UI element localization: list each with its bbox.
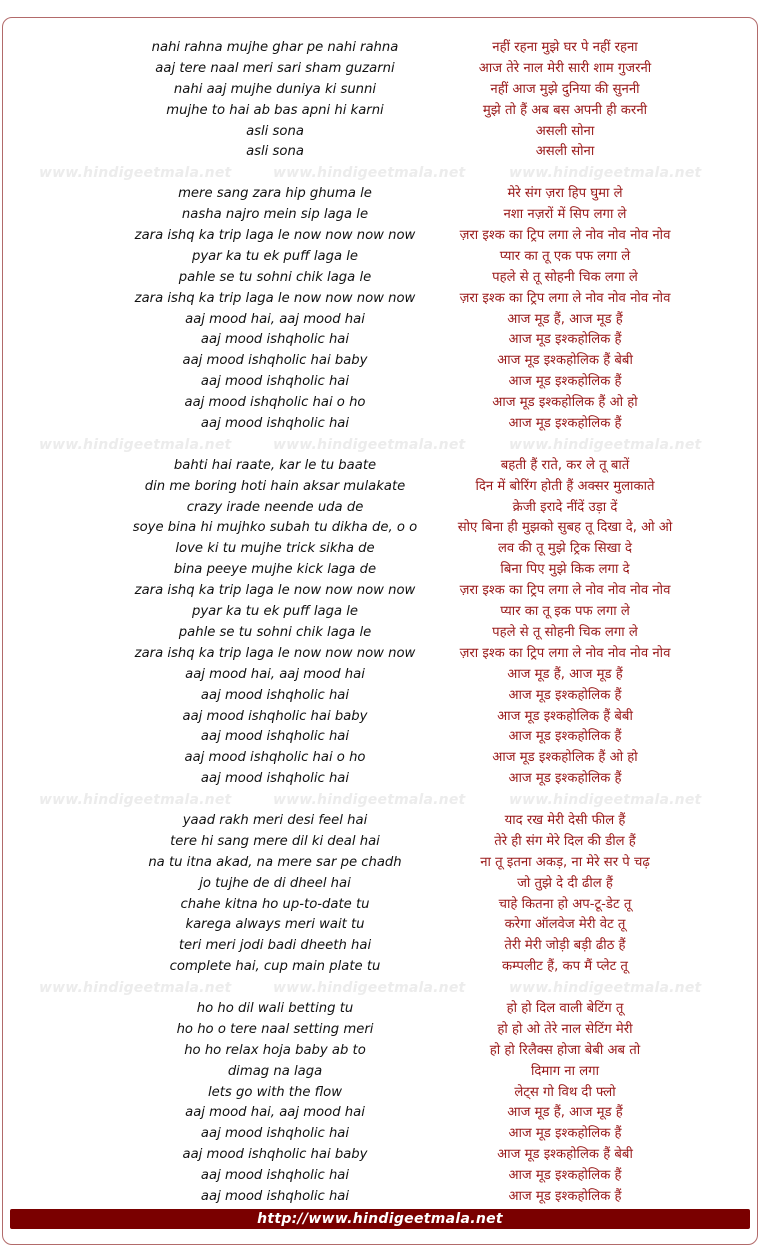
lyric-english: aaj mood ishqholic hai	[200, 374, 350, 390]
lyric-english: na tu itna akad, na mere sar pe chadh	[148, 854, 402, 870]
lyric-english: aaj mood ishqholic hai	[200, 416, 350, 432]
lyric-line	[3, 122, 757, 143]
lyric-hindi: आज मूड हैं, आज मूड हैं	[507, 666, 623, 682]
lyric-hindi: आज मूड इश्कहोलिक हैं बेबी	[497, 1147, 633, 1163]
lyric-hindi: ज़रा इश्क का ट्रिप लगा ले नोव नोव नोव नोव	[459, 645, 671, 661]
lyric-line	[3, 602, 757, 623]
lyric-hindi: आज मूड हैं, आज मूड हैं	[507, 311, 623, 327]
lyric-hindi: असली सोना	[535, 144, 595, 160]
lyric-line	[3, 665, 757, 686]
footer-bar[interactable]	[10, 1209, 750, 1229]
lyric-hindi: आज मूड इश्कहोलिक हैं बेबी	[497, 353, 633, 369]
lyric-line	[3, 957, 757, 978]
lyric-hindi: लेट्स गो विथ दी फ्लो	[514, 1084, 616, 1100]
lyric-line	[3, 623, 757, 644]
lyric-english: zara ishq ka trip laga le now now now now	[134, 290, 416, 306]
watermark-text: www.hindigeetmala.net	[39, 165, 232, 182]
lyric-line	[3, 247, 757, 268]
lyric-hindi: सोए बिना ही मुझको सुबह तू दिखा दे, ओ ओ	[457, 520, 673, 536]
lyric-hindi: तेरे ही संग मेरे दिल की डील हैं	[494, 833, 636, 849]
lyric-english: zara ishq ka trip laga le now now now now	[134, 583, 416, 599]
lyric-line	[3, 393, 757, 414]
lyric-english: aaj mood ishqholic hai o ho	[184, 395, 366, 411]
lyric-hindi: करेगा ऑलवेज मेरी वेट तू	[504, 917, 626, 933]
lyric-english: ho ho dil wali betting tu	[196, 1000, 354, 1016]
lyric-english: pahle se tu sohni chik laga le	[178, 269, 372, 285]
lyric-english: asli sona	[246, 123, 304, 139]
lyric-english: tere hi sang mere dil ki deal hai	[170, 833, 380, 849]
watermark-row	[3, 435, 757, 456]
lyric-line	[3, 498, 757, 519]
footer-link[interactable]: http://www.hindigeetmala.net	[257, 1211, 503, 1227]
lyric-hindi: बिना पिए मुझे किक लगा दे	[500, 562, 630, 578]
watermark-text: www.hindigeetmala.net	[39, 436, 232, 453]
lyric-line	[3, 1041, 757, 1062]
lyric-hindi: आज मूड इश्कहोलिक हैं	[508, 374, 622, 390]
lyric-hindi: लव की तू मुझे ट्रिक सिखा दे	[497, 541, 633, 557]
lyric-english: aaj mood hai, aaj mood hai	[185, 666, 365, 682]
lyric-line	[3, 895, 757, 916]
lyric-hindi: आज मूड इश्कहोलिक हैं	[508, 771, 622, 787]
lyric-english: mujhe to hai ab bas apni hi karni	[166, 102, 384, 118]
lyric-line	[3, 38, 757, 59]
watermark-row	[3, 978, 757, 999]
lyric-hindi: याद रख मेरी देसी फील हैं	[504, 812, 626, 828]
lyric-hindi: आज मूड इश्कहोलिक हैं	[508, 332, 622, 348]
lyric-line	[3, 205, 757, 226]
watermark-text: www.hindigeetmala.net	[273, 436, 466, 453]
lyric-line	[3, 1124, 757, 1145]
lyric-english: pyar ka tu ek puff laga le	[191, 248, 359, 264]
lyric-english: aaj tere naal meri sari sham guzarni	[155, 60, 395, 76]
lyric-english: din me boring hoti hain aksar mulakate	[144, 478, 406, 494]
lyric-english: soye bina hi mujhko subah tu dikha de, o o	[132, 520, 418, 536]
lyric-english: yaad rakh meri desi feel hai	[182, 812, 368, 828]
lyric-hindi: आज मूड इश्कहोलिक हैं ओ हो	[492, 395, 638, 411]
lyric-line	[3, 560, 757, 581]
lyric-line	[3, 811, 757, 832]
lyric-hindi: तेरी मेरी जोड़ी बड़ी ढीठ हैं	[504, 938, 626, 954]
lyric-line	[3, 1187, 757, 1208]
lyric-line	[3, 748, 757, 769]
lyric-hindi: नहीं रहना मुझे घर पे नहीं रहना	[492, 40, 638, 55]
lyric-line	[3, 686, 757, 707]
lyric-english: aaj mood hai, aaj mood hai	[185, 311, 365, 327]
lyric-hindi: आज मूड इश्कहोलिक हैं	[508, 416, 622, 432]
lyric-line	[3, 1083, 757, 1104]
lyric-hindi: दिन में बोरिंग होती हैं अक्सर मुलाकाते	[475, 478, 655, 494]
lyric-line	[3, 310, 757, 331]
lyric-line	[3, 644, 757, 665]
lyric-hindi: नशा नज़रों में सिप लगा ले	[503, 207, 627, 223]
lyric-line	[3, 101, 757, 122]
lyric-hindi: मुझे तो हैं अब बस अपनी ही करनी	[482, 102, 648, 118]
lyric-hindi: बहती हैं राते, कर ले तू बातें	[500, 457, 630, 473]
lyric-english: mere sang zara hip ghuma le	[178, 186, 372, 202]
lyric-hindi: आज मूड इश्कहोलिक हैं	[508, 1188, 622, 1204]
lyric-line	[3, 539, 757, 560]
watermark-text: www.hindigeetmala.net	[39, 980, 232, 997]
lyric-line	[3, 330, 757, 351]
lyric-hindi: आज मूड इश्कहोलिक हैं	[508, 687, 622, 703]
lyric-english: aaj mood hai, aaj mood hai	[185, 1105, 365, 1121]
lyric-hindi: प्यार का तू एक पफ लगा ले	[499, 248, 631, 264]
lyric-hindi: आज मूड हैं, आज मूड हैं	[507, 1105, 623, 1121]
lyric-line	[3, 1020, 757, 1041]
lyric-line	[3, 268, 757, 289]
lyric-line	[3, 289, 757, 310]
lyric-line	[3, 456, 757, 477]
lyric-english: teri meri jodi badi dheeth hai	[178, 938, 372, 954]
watermark-text: www.hindigeetmala.net	[273, 792, 466, 809]
watermark-row	[3, 790, 757, 811]
lyric-hindi: कम्पलीट हैं, कप मैं प्लेट तू	[502, 959, 628, 975]
lyric-line	[3, 477, 757, 498]
lyric-english: lets go with the flow	[207, 1084, 343, 1100]
lyric-line	[3, 999, 757, 1020]
watermark-text: www.hindigeetmala.net	[273, 165, 466, 182]
lyric-english: aaj mood ishqholic hai	[200, 771, 350, 787]
lyric-english: aaj mood ishqholic hai	[200, 1168, 350, 1184]
lyric-english: karega always meri wait tu	[185, 917, 365, 933]
lyric-line	[3, 936, 757, 957]
lyric-english: nahi aaj mujhe duniya ki sunni	[173, 81, 377, 97]
lyric-english: pahle se tu sohni chik laga le	[178, 624, 372, 640]
lyric-hindi: पहले से तू सोहनी चिक लगा ले	[492, 624, 638, 640]
lyric-hindi: मेरे संग ज़रा हिप घुमा ले	[507, 186, 623, 202]
lyric-hindi: दिमाग ना लगा	[530, 1063, 600, 1079]
lyric-english: bahti hai raate, kar le tu baate	[173, 457, 377, 473]
lyric-english: zara ishq ka trip laga le now now now now	[134, 645, 416, 661]
lyric-line	[3, 874, 757, 895]
watermark-text: www.hindigeetmala.net	[509, 436, 702, 453]
watermark-text: www.hindigeetmala.net	[273, 980, 466, 997]
lyric-english: asli sona	[246, 144, 304, 160]
lyric-english: jo tujhe de di dheel hai	[199, 875, 351, 891]
lyric-hindi: ज़रा इश्क का ट्रिप लगा ले नोव नोव नोव नोव	[459, 228, 671, 244]
lyric-line	[3, 853, 757, 874]
lyric-line	[3, 1103, 757, 1124]
lyric-english: love ki tu mujhe trick sikha de	[175, 541, 375, 557]
lyrics-rows	[3, 38, 757, 1208]
lyric-line	[3, 581, 757, 602]
lyric-english: crazy irade neende uda de	[186, 499, 364, 515]
lyrics-panel	[2, 17, 758, 1245]
lyric-line	[3, 351, 757, 372]
lyric-hindi: हो हो ओ तेरे नाल सेटिंग मेरी	[497, 1021, 633, 1037]
lyric-english: zara ishq ka trip laga le now now now now	[134, 228, 416, 244]
lyric-english: aaj mood ishqholic hai	[200, 687, 350, 703]
lyric-hindi: आज मूड इश्कहोलिक हैं बेबी	[497, 708, 633, 724]
lyric-hindi: आज मूड इश्कहोलिक हैं	[508, 1126, 622, 1142]
watermark-text: www.hindigeetmala.net	[509, 980, 702, 997]
lyric-line	[3, 80, 757, 101]
lyric-line	[3, 518, 757, 539]
lyric-english: chahe kitna ho up-to-date tu	[180, 896, 370, 912]
lyric-english: aaj mood ishqholic hai	[200, 1188, 350, 1204]
lyric-line	[3, 414, 757, 435]
lyric-line	[3, 1166, 757, 1187]
lyric-hindi: आज मूड इश्कहोलिक हैं	[508, 1168, 622, 1184]
lyric-line	[3, 769, 757, 790]
lyric-english: ho ho relax hoja baby ab to	[184, 1042, 366, 1058]
lyric-line	[3, 707, 757, 728]
lyric-line	[3, 372, 757, 393]
lyric-hindi: पहले से तू सोहनी चिक लगा ले	[492, 269, 638, 285]
lyric-line	[3, 832, 757, 853]
lyric-hindi: असली सोना	[535, 123, 595, 139]
watermark-text: www.hindigeetmala.net	[509, 792, 702, 809]
lyric-english: aaj mood ishqholic hai baby	[182, 353, 368, 369]
lyric-english: nasha najro mein sip laga le	[181, 207, 369, 223]
lyric-hindi: जो तुझे दे दी ढील हैं	[517, 875, 613, 891]
watermark-text: www.hindigeetmala.net	[39, 792, 232, 809]
lyric-english: aaj mood ishqholic hai baby	[182, 708, 368, 724]
lyric-hindi: हो हो दिल वाली बेटिंग तू	[506, 1000, 624, 1016]
watermark-text: www.hindigeetmala.net	[509, 165, 702, 182]
lyric-line	[3, 1145, 757, 1166]
lyric-english: aaj mood ishqholic hai	[200, 1126, 350, 1142]
lyric-english: ho ho o tere naal setting meri	[176, 1021, 374, 1037]
lyric-english: aaj mood ishqholic hai	[200, 332, 350, 348]
lyric-hindi: आज तेरे नाल मेरी सारी शाम गुजरनी	[478, 60, 652, 76]
lyric-line	[3, 142, 757, 163]
lyric-hindi: आज मूड इश्कहोलिक हैं ओ हो	[492, 750, 638, 766]
lyric-english: bina peeye mujhe kick laga de	[173, 562, 377, 578]
watermark-row	[3, 163, 757, 184]
lyric-english: aaj mood ishqholic hai o ho	[184, 750, 366, 766]
lyric-english: complete hai, cup main plate tu	[169, 959, 381, 975]
lyric-hindi: ज़रा इश्क का ट्रिप लगा ले नोव नोव नोव नोव	[459, 583, 671, 599]
lyric-english: dimag na laga	[227, 1063, 323, 1079]
lyric-english: aaj mood ishqholic hai	[200, 729, 350, 745]
lyric-hindi: आज मूड इश्कहोलिक हैं	[508, 729, 622, 745]
lyric-line	[3, 1062, 757, 1083]
lyric-line	[3, 915, 757, 936]
lyric-hindi: क्रेजी इरादे नींदें उड़ा दें	[512, 499, 618, 515]
lyric-english: nahi rahna mujhe ghar pe nahi rahna	[151, 40, 399, 55]
lyric-hindi: ज़रा इश्क का ट्रिप लगा ले नोव नोव नोव नोव	[459, 290, 671, 306]
lyric-hindi: ना तू इतना अकड़, ना मेरे सर पे चढ़	[480, 854, 650, 870]
lyric-hindi: नहीं आज मुझे दुनिया की सुननी	[490, 81, 640, 97]
lyric-line	[3, 727, 757, 748]
lyric-hindi: प्यार का तू इक पफ लगा ले	[500, 604, 630, 620]
lyric-english: pyar ka tu ek puff laga le	[191, 604, 359, 620]
lyric-english: aaj mood ishqholic hai baby	[182, 1147, 368, 1163]
lyric-hindi: चाहे कितना हो अप-टू-डेट तू	[498, 896, 632, 912]
lyric-line	[3, 184, 757, 205]
lyric-line	[3, 59, 757, 80]
lyric-line	[3, 226, 757, 247]
lyric-hindi: हो हो रिलैक्स होजा बेबी अब तो	[489, 1042, 641, 1058]
